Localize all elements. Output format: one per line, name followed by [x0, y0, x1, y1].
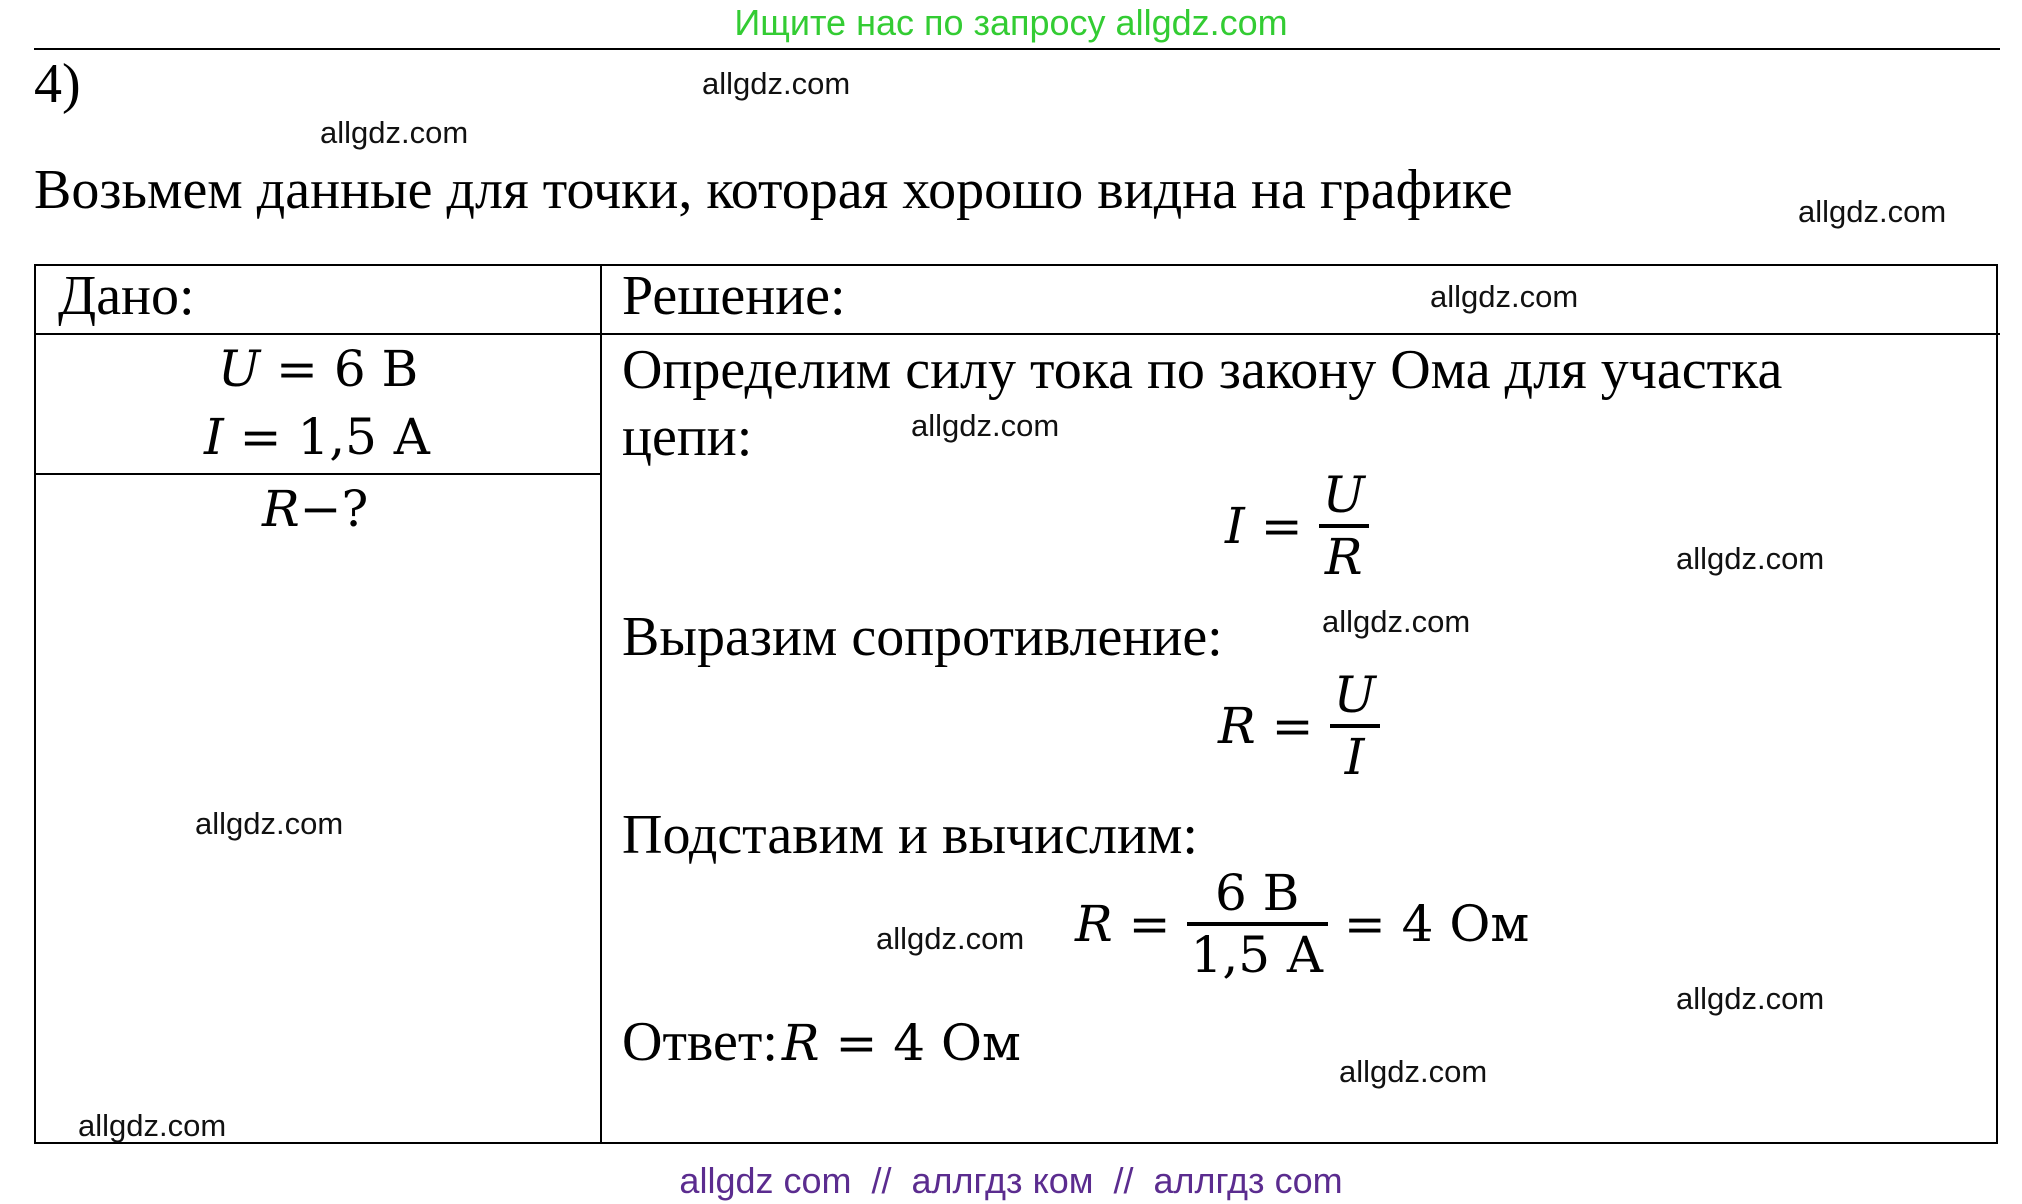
- given-voltage: [218, 340, 418, 398]
- watermark: allgdz.com: [1430, 279, 1579, 314]
- formula1-lhs: I: [1225, 497, 1245, 555]
- formula2-numerator: U: [1333, 666, 1376, 724]
- answer: [622, 1010, 1021, 1074]
- formula3-lhs: R: [1075, 895, 1113, 953]
- formula2-fraction: [1330, 666, 1380, 786]
- current-value: = 1,5 А: [239, 408, 431, 466]
- formula1-denominator: R: [1324, 528, 1363, 586]
- formula2-lhs: R: [1218, 697, 1256, 755]
- formula3-eq: =: [1128, 895, 1171, 953]
- formula1-numerator: U: [1322, 466, 1365, 524]
- watermark: allgdz.com: [876, 921, 1025, 956]
- watermark: allgdz.com: [1322, 604, 1471, 639]
- formula3-numerator: 6 В: [1214, 864, 1300, 922]
- given-header: Дано:: [58, 265, 195, 327]
- current-symbol: I: [204, 408, 224, 466]
- formula3-fraction: [1187, 864, 1328, 984]
- solution-line-1: Определим силу тока по закону Ома для участка: [622, 339, 1783, 401]
- given-find-divider: [34, 473, 600, 475]
- formula1-fraction: [1319, 466, 1369, 586]
- watermark: allgdz.com: [1798, 194, 1947, 229]
- given-current: [204, 408, 431, 466]
- formula2-denominator: I: [1344, 728, 1365, 786]
- answer-label: Ответ:: [622, 1011, 778, 1073]
- problem-number: 4): [34, 53, 81, 115]
- solution-line-3: Выразим сопротивление:: [622, 606, 1223, 668]
- formula2-eq: =: [1271, 697, 1314, 755]
- find-symbol: R: [262, 480, 300, 538]
- header-divider: [34, 48, 2000, 50]
- table-header-divider: [34, 333, 2000, 335]
- answer-value: R = 4 Ом: [781, 1014, 1021, 1072]
- watermark: allgdz.com: [911, 408, 1060, 443]
- watermark: allgdz.com: [702, 66, 851, 101]
- watermark: allgdz.com: [1339, 1054, 1488, 1089]
- voltage-symbol: U: [218, 340, 261, 398]
- formula1-eq: =: [1260, 497, 1303, 555]
- site-banner[interactable]: Ищите нас по запросу allgdz.com: [734, 2, 1288, 43]
- formula3-result: = 4 Ом: [1343, 895, 1530, 953]
- calculation-formula: [1075, 864, 1530, 984]
- table-column-divider: [600, 264, 602, 1144]
- site-footer[interactable]: allgdz com // аллгдз ком // аллгдз com: [679, 1160, 1343, 1201]
- watermark: allgdz.com: [78, 1108, 227, 1143]
- watermark: allgdz.com: [195, 806, 344, 841]
- resistance-formula: [1218, 666, 1380, 786]
- find-resistance: [262, 480, 368, 538]
- formula3-denominator: 1,5 А: [1190, 926, 1324, 984]
- ohm-law-formula: [1225, 466, 1369, 586]
- find-question: −?: [299, 480, 369, 538]
- solution-header: Решение:: [622, 265, 846, 327]
- voltage-value: = 6 В: [276, 340, 419, 398]
- watermark: allgdz.com: [1676, 541, 1825, 576]
- solution-line-2: цепи:: [622, 406, 753, 468]
- solution-line-4: Подставим и вычислим:: [622, 804, 1198, 866]
- problem-intro: Возьмем данные для точки, которая хорошо видна на графике: [34, 159, 1513, 221]
- watermark: allgdz.com: [1676, 981, 1825, 1016]
- watermark: allgdz.com: [320, 115, 469, 150]
